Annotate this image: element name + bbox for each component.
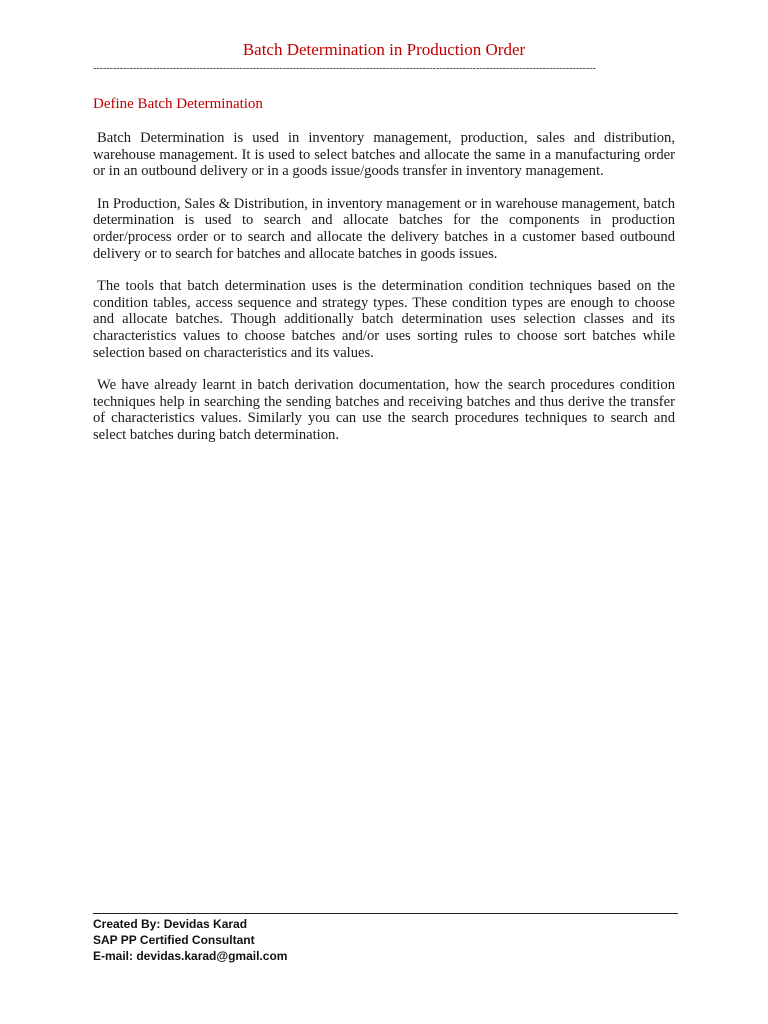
section-heading: Define Batch Determination [93, 96, 263, 112]
paragraph-1: Batch Determination is used in inventory management, production, sales and distribution, warehouse management. It is used to select batches and allocate the same in a manufacturing order or in an outbound delivery or in a goods issue/goods transfer in inventory management. [93, 130, 675, 180]
document-title: Batch Determination in Production Order [242, 40, 526, 59]
footer-email: E-mail: devidas.karad@gmail.com [93, 949, 288, 963]
footer-designation: SAP PP Certified Consultant [93, 933, 255, 947]
footer-author: Created By: Devidas Karad [93, 917, 248, 931]
title-divider: ------------------------------------------------------------------------------------------------------------------------------------------------------- [93, 64, 596, 74]
page-footer [93, 913, 678, 964]
paragraph-2: In Production, Sales & Distribution, in inventory management or in warehouse management, batch determination is used to search and allocate batches for the components in production order/process order or to search and allocate the delivery batches in a customer based outbound delivery or to search for batches and allocate batches in goods issues. [93, 195, 675, 262]
paragraph-4: We have already learnt in batch derivation documentation, how the search procedures condition techniques help in searching the sending batches and receiving batches and thus derive the transfer of characteristics values. Similarly you can use the search procedures techniques to search and select batches during batch determination. [93, 377, 675, 443]
section-body [93, 130, 675, 460]
paragraph-3: The tools that batch determination uses is the determination condition techniques based on the condition tables, access sequence and strategy types. These condition types are enough to choose and allocate batches. Though additionally batch determination uses selection classes and its characteristics values to choose batches and/or uses sorting rules to choose sort batches while selection based on characteristics and its values. [93, 278, 675, 361]
